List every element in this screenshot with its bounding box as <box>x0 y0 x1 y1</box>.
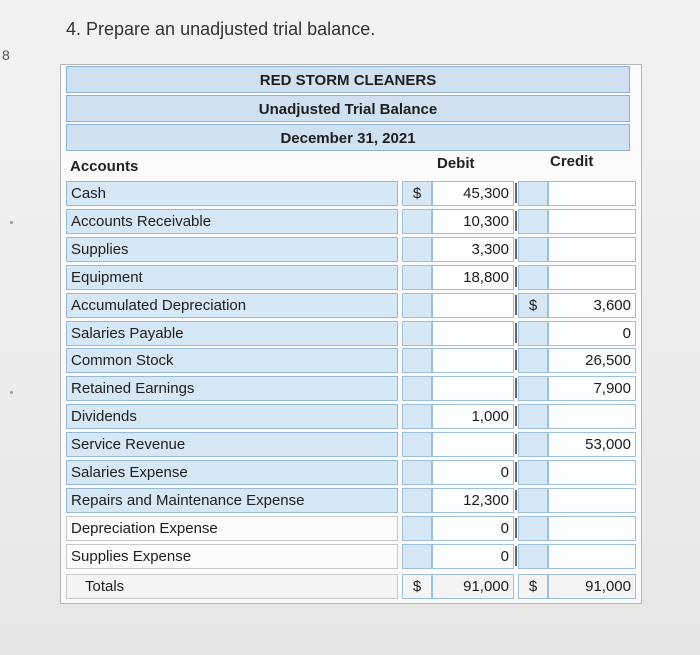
totals-label: Totals <box>66 574 398 599</box>
credit-dollar-sign <box>518 237 548 262</box>
debit-dollar-sign <box>402 237 432 262</box>
debit-dollar-sign <box>402 321 432 346</box>
debit-amount-input[interactable]: 45,300 <box>432 181 514 206</box>
total-debit-dollar-sign: $ <box>402 574 432 599</box>
credit-header: Credit <box>550 153 594 170</box>
account-label: Service Revenue <box>66 432 398 457</box>
statement-title: Unadjusted Trial Balance <box>66 95 630 122</box>
statement-date: December 31, 2021 <box>66 124 630 151</box>
credit-dollar-sign <box>518 516 548 541</box>
credit-dollar-sign <box>518 209 548 234</box>
account-label: Cash <box>66 181 398 206</box>
credit-dollar-sign <box>518 432 548 457</box>
debit-dollar-sign <box>402 488 432 513</box>
text-cursor-icon <box>515 239 517 259</box>
text-cursor-icon <box>515 518 517 538</box>
text-cursor-icon <box>515 211 517 231</box>
debit-amount-input[interactable] <box>432 293 514 318</box>
accounts-header: Accounts <box>70 158 139 175</box>
debit-amount-input[interactable] <box>432 321 514 346</box>
side-number: 8 <box>2 47 10 63</box>
credit-amount-input[interactable] <box>548 265 636 290</box>
credit-amount-input[interactable] <box>548 516 636 541</box>
text-cursor-icon <box>515 323 517 343</box>
debit-header: Debit <box>437 155 475 172</box>
credit-dollar-sign <box>518 376 548 401</box>
account-label: Common Stock <box>66 348 398 373</box>
text-cursor-icon <box>515 406 517 426</box>
text-cursor-icon <box>515 434 517 454</box>
debit-amount-input[interactable]: 3,300 <box>432 237 514 262</box>
debit-dollar-sign: $ <box>402 181 432 206</box>
text-cursor-icon <box>515 462 517 482</box>
account-label: Salaries Payable <box>66 321 398 346</box>
account-label: Salaries Expense <box>66 460 398 485</box>
credit-dollar-sign: $ <box>518 293 548 318</box>
debit-amount-input[interactable] <box>432 432 514 457</box>
credit-dollar-sign <box>518 460 548 485</box>
account-label: Dividends <box>66 404 398 429</box>
credit-amount-input[interactable]: 7,900 <box>548 376 636 401</box>
credit-amount-input[interactable] <box>548 488 636 513</box>
credit-amount-input[interactable] <box>548 181 636 206</box>
credit-amount-input[interactable] <box>548 460 636 485</box>
debit-dollar-sign <box>402 460 432 485</box>
credit-dollar-sign <box>518 488 548 513</box>
debit-dollar-sign <box>402 432 432 457</box>
debit-dollar-sign <box>402 209 432 234</box>
debit-amount-input[interactable]: 0 <box>432 544 514 569</box>
debit-amount-input[interactable]: 0 <box>432 460 514 485</box>
debit-amount-input[interactable] <box>432 376 514 401</box>
credit-dollar-sign <box>518 348 548 373</box>
debit-dollar-sign <box>402 404 432 429</box>
margin-dot <box>10 391 13 394</box>
debit-dollar-sign <box>402 544 432 569</box>
debit-amount-input[interactable]: 1,000 <box>432 404 514 429</box>
text-cursor-icon <box>515 183 517 203</box>
credit-amount-input[interactable]: 3,600 <box>548 293 636 318</box>
total-debit-amount: 91,000 <box>432 574 514 599</box>
text-cursor-icon <box>515 546 517 566</box>
total-credit-amount: 91,000 <box>548 574 636 599</box>
debit-dollar-sign <box>402 376 432 401</box>
debit-dollar-sign <box>402 293 432 318</box>
debit-dollar-sign <box>402 265 432 290</box>
credit-amount-input[interactable] <box>548 404 636 429</box>
text-cursor-icon <box>515 378 517 398</box>
margin-dot <box>10 221 13 224</box>
text-cursor-icon <box>515 295 517 315</box>
account-label: Equipment <box>66 265 398 290</box>
credit-dollar-sign <box>518 321 548 346</box>
text-cursor-icon <box>515 490 517 510</box>
debit-dollar-sign <box>402 348 432 373</box>
credit-amount-input[interactable] <box>548 209 636 234</box>
credit-amount-input[interactable] <box>548 544 636 569</box>
text-cursor-icon <box>515 350 517 370</box>
credit-amount-input[interactable]: 26,500 <box>548 348 636 373</box>
account-label: Supplies Expense <box>66 544 398 569</box>
debit-amount-input[interactable] <box>432 348 514 373</box>
credit-amount-input[interactable]: 53,000 <box>548 432 636 457</box>
debit-amount-input[interactable]: 0 <box>432 516 514 541</box>
account-label: Supplies <box>66 237 398 262</box>
debit-amount-input[interactable]: 10,300 <box>432 209 514 234</box>
credit-amount-input[interactable]: 0 <box>548 321 636 346</box>
debit-dollar-sign <box>402 516 432 541</box>
credit-dollar-sign <box>518 404 548 429</box>
account-label: Depreciation Expense <box>66 516 398 541</box>
account-label: Accounts Receivable <box>66 209 398 234</box>
credit-dollar-sign <box>518 181 548 206</box>
question-title: 4. Prepare an unadjusted trial balance. <box>66 19 376 39</box>
account-label: Repairs and Maintenance Expense <box>66 488 398 513</box>
credit-dollar-sign <box>518 544 548 569</box>
total-credit-dollar-sign: $ <box>518 574 548 599</box>
credit-dollar-sign <box>518 265 548 290</box>
credit-amount-input[interactable] <box>548 237 636 262</box>
text-cursor-icon <box>515 267 517 287</box>
debit-amount-input[interactable]: 18,800 <box>432 265 514 290</box>
debit-amount-input[interactable]: 12,300 <box>432 488 514 513</box>
account-label: Retained Earnings <box>66 376 398 401</box>
company-name: RED STORM CLEANERS <box>66 66 630 93</box>
account-label: Accumulated Depreciation <box>66 293 398 318</box>
